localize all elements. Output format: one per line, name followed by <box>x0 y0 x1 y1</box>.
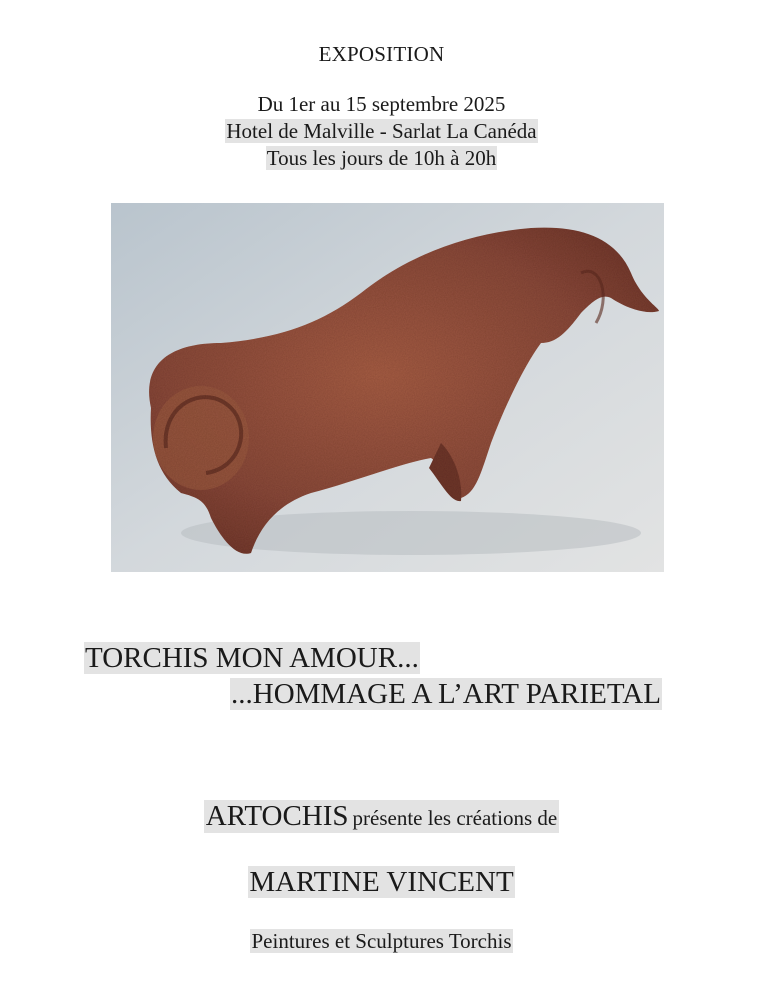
heading-text: EXPOSITION <box>318 42 445 66</box>
artist-name-text: MARTINE VINCENT <box>249 866 514 898</box>
opening-hours <box>0 146 763 171</box>
works-subtitle <box>0 929 763 954</box>
sculpture-photo <box>111 203 664 572</box>
works-subtitle-text: Peintures et Sculptures Torchis <box>251 929 512 953</box>
venue-text: Hotel de Malville - Sarlat La Canéda <box>226 119 537 143</box>
date-text: Du 1er au 15 septembre 2025 <box>257 92 506 116</box>
exhibition-title-line-2 <box>230 678 662 711</box>
exposition-heading <box>0 42 763 67</box>
date-range <box>0 92 763 117</box>
artist-name <box>0 866 763 899</box>
hours-text: Tous les jours de 10h à 20h <box>266 146 497 170</box>
title-line-2-text: ...HOMMAGE A L’ART PARIETAL <box>231 678 661 710</box>
presenter-highlight <box>204 800 559 833</box>
presents-text: présente les créations de <box>352 806 558 830</box>
exhibition-title-line-1 <box>84 642 420 675</box>
venue <box>0 119 763 144</box>
title-line-1-text: TORCHIS MON AMOUR... <box>85 642 419 674</box>
organization-name: ARTOCHIS <box>205 800 349 832</box>
presenter-line <box>0 800 763 833</box>
